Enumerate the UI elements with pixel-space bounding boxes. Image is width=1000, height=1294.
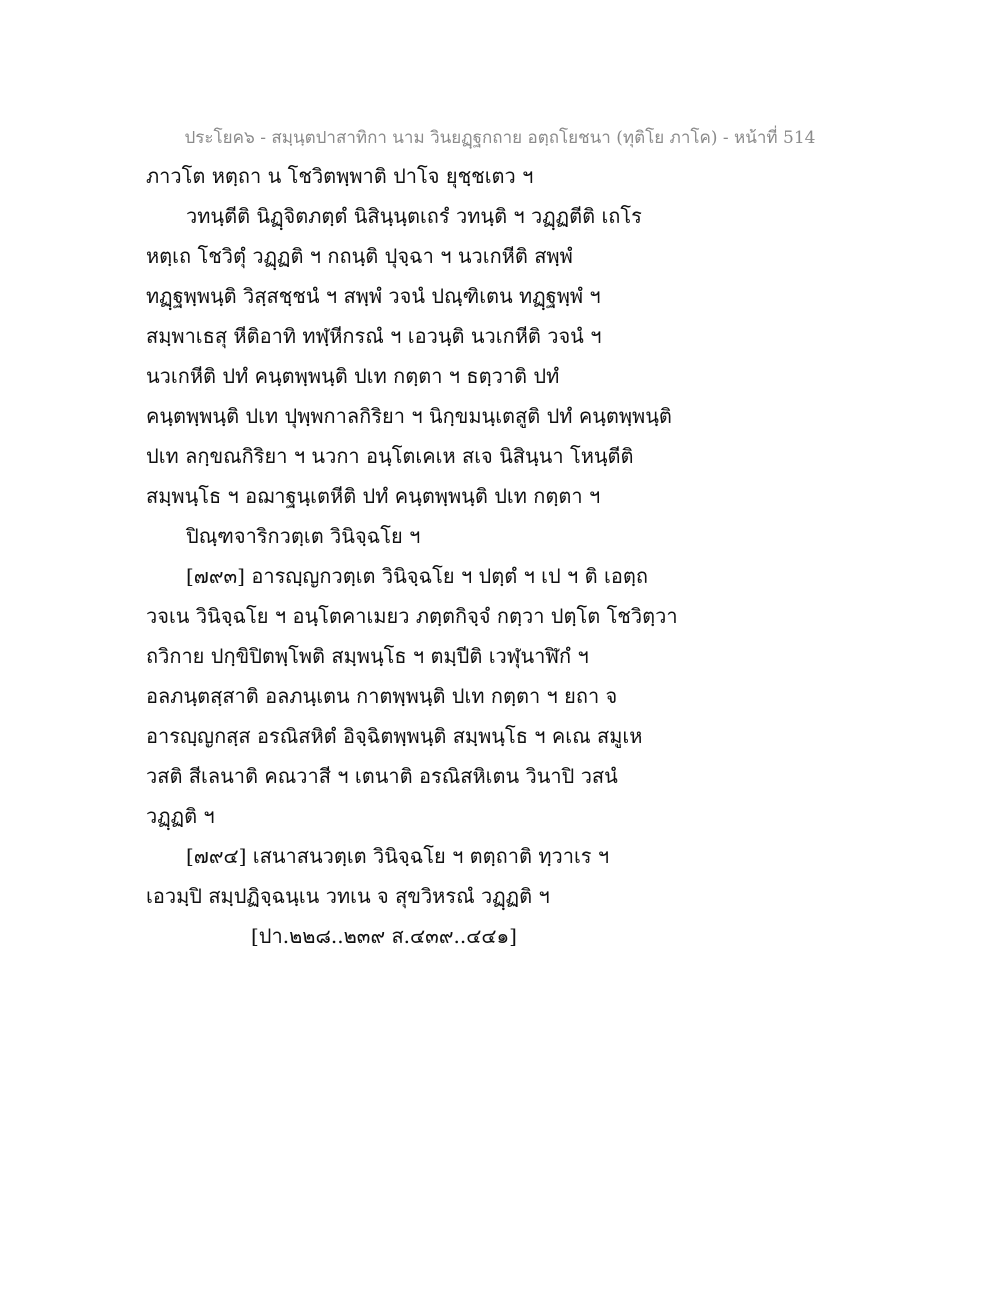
text-line: อลภนฺตสฺสาติ อลภนฺเตน กาตพฺพนฺติ ปเท กตฺตา ฯ ยถา จ <box>146 684 618 708</box>
text-line: วทนฺตีติ นิฏฺจิตภตฺตํ นิสินฺนฺตเถรํ วทนฺติ ฯ วฏฺฏตีติ เถโร <box>186 204 642 228</box>
text-line: หตฺเถ โชวิตุํ วฏฺฏติ ฯ กถนฺติ ปุจฺฉา ฯ นวเกหีติ สพฺพํ <box>146 244 573 268</box>
text-line: เอวมฺปิ สมฺปฏิจฺฉนฺเน วทเน จ สุขวิหรณํ วฏฺฏติ ฯ <box>146 884 550 908</box>
text-line: ภาวโต หตฺถา น โชวิตพฺพาติ ปาโจ ยุชฺชเตว ฯ <box>146 164 534 188</box>
text-line: คนฺตพฺพนฺติ ปเท ปุพฺพกาลกิริยา ฯ นิกฺขมนฺเตสูติ ปทํ คนฺตพฺพนฺติ <box>146 404 672 428</box>
text-line: สมฺพนฺโธ ฯ อฌาฐนฺเตหีติ ปทํ คนฺตพฺพนฺติ ปเท กตฺตา ฯ <box>146 484 601 508</box>
text-line: วจเน วินิจฺฉโย ฯ อนฺโตคาเมยว ภตฺตกิจฺจํ กตฺวา ปตฺโต โชวิตฺวา <box>146 604 678 628</box>
reference-line: [ปา.๒๒๘..๒๓๙ ส.๔๓๙..๔๔๑] <box>251 924 517 948</box>
page-header: ประโยค๖ - สมฺนฺตปาสาทิกา นาม วินยฏฺฐกถาย อตฺถโยชนา (ทุติโย ภาโค) - หน้าที่ 514 <box>184 128 816 148</box>
body-text <box>146 160 866 960</box>
text-line: ถวิกาย ปกฺขิปิตพฺโพติ สมฺพนฺโธ ฯ ตมฺปีติ เวฬุนาฬิกํ ฯ <box>146 644 589 668</box>
text-line: [๗๙๔] เสนาสนวตฺเต วินิจฺฉโย ฯ ตตฺถาติ ทฺวาเร ฯ <box>186 844 610 868</box>
text-line: ทฏฺฐพฺพนฺติ วิสฺสชฺชนํ ฯ สพฺพํ วจนํ ปณฺฑิเตน ทฏฺฐพฺพํ ฯ <box>146 284 601 308</box>
text-line: นวเกหีติ ปทํ คนฺตพฺพนฺติ ปเท กตฺตา ฯ ธตฺวาติ ปทํ <box>146 364 560 388</box>
text-line: [๗๙๓] อารญฺญกวตฺเต วินิจฺฉโย ฯ ปตฺตํ ฯ เป ฯ ติ เอตฺถ <box>186 564 648 588</box>
text-line: อารญฺญกสฺส อรณิสหิตํ อิจฺฉิตพฺพนฺติ สมฺพนฺโธ ฯ คเณ สมูเห <box>146 724 643 748</box>
text-line: ปิณฺฑจาริกวตฺเต วินิจฺฉโย ฯ <box>186 524 421 548</box>
text-line: สมฺพาเธสุ หีติอาทิ ทฬฺหีกรณํ ฯ เอวนฺติ นวเกหีติ วจนํ ฯ <box>146 324 602 348</box>
text-line: วฏฺฏติ ฯ <box>146 804 215 828</box>
text-line: ปเท ลกฺขณกิริยา ฯ นวกา อนฺโตเคเห สเจ นิสินฺนา โหนฺตีติ <box>146 444 634 468</box>
text-line: วสติ สีเลนาติ คณวาสี ฯ เตนาติ อรณิสหิเตน วินาปิ วสนํ <box>146 764 618 788</box>
